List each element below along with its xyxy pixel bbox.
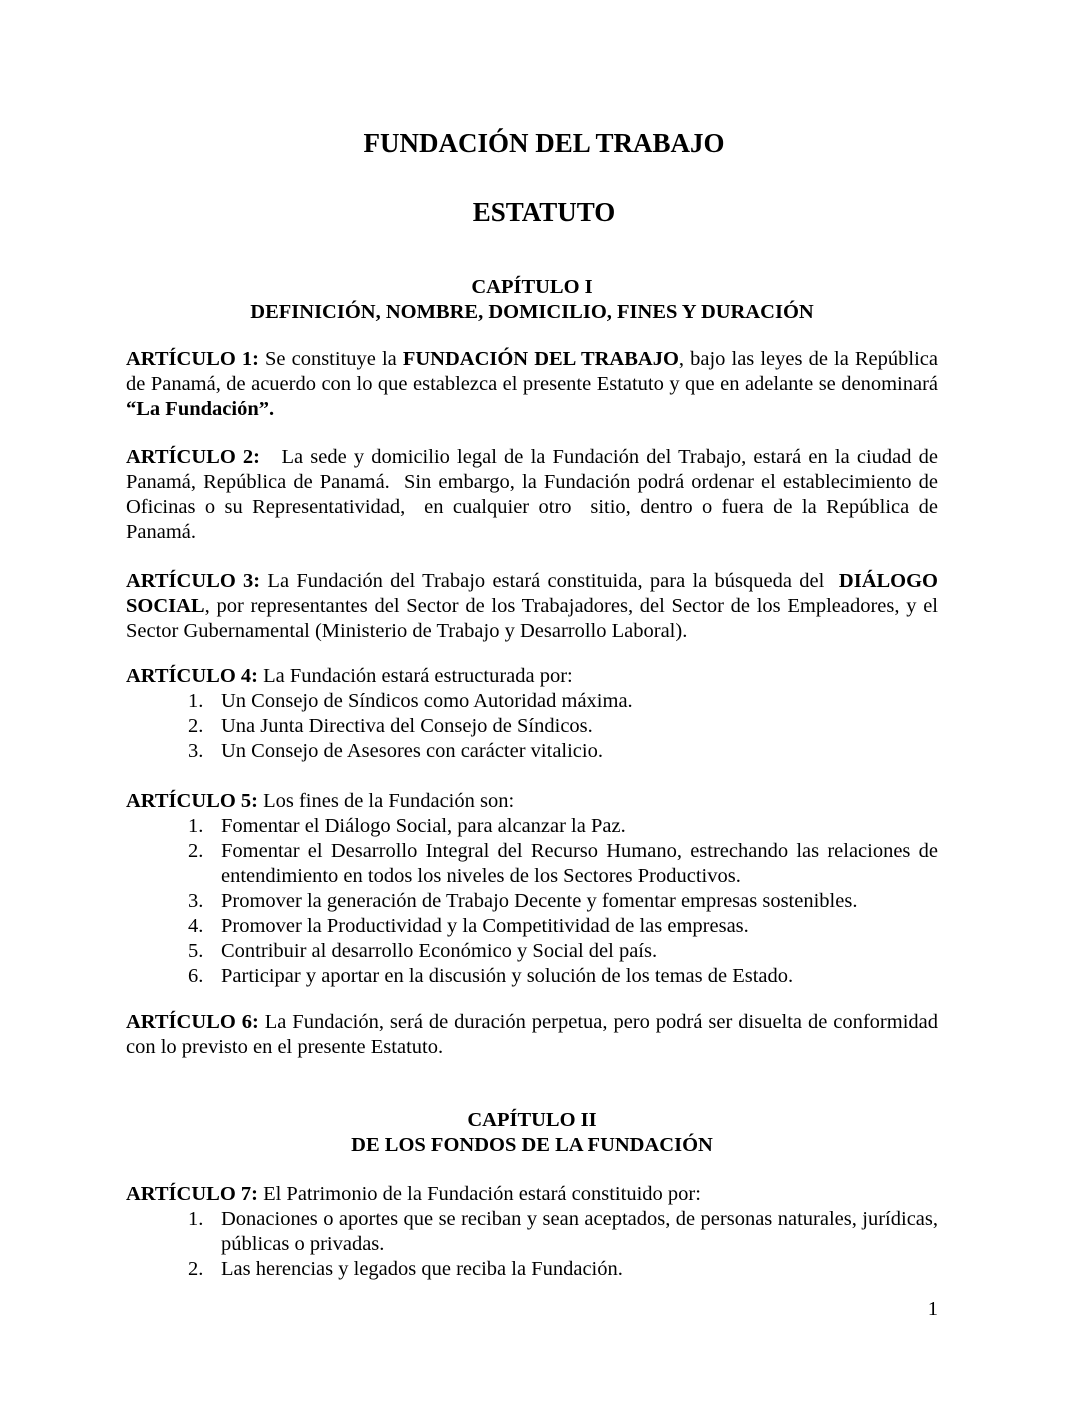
article-2: [126, 445, 944, 545]
chapter-1-name: DEFINICIÓN, NOMBRE, DOMICILIO, FINES Y DURACIÓN: [250, 301, 814, 323]
list-item-number: 4.: [188, 915, 204, 937]
list-item-text: Donaciones o aportes que se reciban y sean aceptados, de personas naturales, jurídicas, públicas o privadas.: [221, 1208, 938, 1255]
list-item-number: 2.: [188, 840, 204, 862]
article-3-text-b: , por representantes del Sector de los Trabajadores, del Sector de los Empleadores, y el Sector Gubernamental (Ministerio de Trabajo y Desarrollo Laboral).: [126, 595, 938, 642]
list-item-text: Fomentar el Diálogo Social, para alcanzar la Paz.: [221, 815, 626, 837]
article-1-bold-b: “La Fundación”.: [126, 398, 275, 420]
list-item-number: 2.: [188, 1258, 204, 1280]
list-item: [126, 739, 938, 764]
article-2-text: La sede y domicilio legal de la Fundación del Trabajo, estará en la ciudad de Panamá, República de Panamá. Sin embargo, la Fundación podrá ordenar el establecimiento de Oficinas o su Representatividad, en cualquier otro sitio, dentro o fuera de la República de Panamá.: [126, 446, 944, 543]
list-item-number: 2.: [188, 715, 204, 737]
article-1-label: ARTÍCULO 1:: [126, 348, 259, 370]
page-number: 1: [927, 1298, 938, 1320]
list-item: [126, 914, 938, 939]
article-1-bold-a: FUNDACIÓN DEL TRABAJO: [402, 348, 679, 370]
article-7-label: ARTÍCULO 7:: [126, 1183, 258, 1205]
list-item: [126, 714, 938, 739]
article-4-label: ARTÍCULO 4:: [126, 665, 258, 687]
list-item-number: 1.: [188, 815, 204, 837]
article-6: [126, 1010, 938, 1060]
list-item-number: 5.: [188, 940, 204, 962]
document-title: FUNDACIÓN DEL TRABAJO: [363, 128, 725, 158]
list-item-text: Una Junta Directiva del Consejo de Síndicos.: [221, 715, 593, 737]
list-item: [126, 1207, 938, 1257]
article-3-bold-a: DIÁLOGO SOCIAL: [126, 570, 939, 617]
article-3-text-a: La Fundación del Trabajo estará constituida, para la búsqueda del: [260, 570, 839, 592]
list-item-text: Promover la Productividad y la Competitividad de las empresas.: [221, 915, 749, 937]
chapter-2-header: [126, 1108, 938, 1158]
list-item-text: Contribuir al desarrollo Económico y Social del país.: [221, 940, 658, 962]
article-7-list: [126, 1207, 938, 1282]
article-6-label: ARTÍCULO 6:: [126, 1011, 259, 1033]
list-item: [126, 839, 938, 889]
article-7: [126, 1182, 938, 1282]
document-subtitle: ESTATUTO: [472, 197, 616, 227]
list-item: [126, 889, 938, 914]
chapter-1-header: [126, 275, 938, 325]
list-item-text: Las herencias y legados que reciba la Fundación.: [221, 1258, 623, 1280]
list-item-number: 3.: [188, 890, 204, 912]
article-6-text: La Fundación, será de duración perpetua, pero podrá ser disuelta de conformidad con lo previsto en el presente Estatuto.: [126, 1011, 939, 1058]
list-item-text: Un Consejo de Síndicos como Autoridad máxima.: [221, 690, 633, 712]
chapter-2-name: DE LOS FONDOS DE LA FUNDACIÓN: [351, 1134, 713, 1156]
article-4-list: [126, 689, 938, 764]
article-5-label: ARTÍCULO 5:: [126, 790, 258, 812]
article-5-list: [126, 814, 938, 989]
list-item: [126, 964, 938, 989]
list-item: [126, 814, 938, 839]
list-item-text: Participar y aportar en la discusión y solución de los temas de Estado.: [221, 965, 794, 987]
list-item-number: 1.: [188, 690, 204, 712]
list-item: [126, 689, 938, 714]
list-item-number: 6.: [188, 965, 204, 987]
list-item: [126, 939, 938, 964]
article-2-label: ARTÍCULO 2:: [126, 446, 261, 468]
chapter-2-heading: CAPÍTULO II: [467, 1109, 597, 1131]
list-item-text: Fomentar el Desarrollo Integral del Recurso Humano, estrechando las relaciones de entendimiento en todos los niveles de los Sectores Productivos.: [221, 840, 938, 887]
article-7-text: El Patrimonio de la Fundación estará constituido por:: [257, 1183, 701, 1205]
article-1-text-a: Se constituye la: [258, 348, 403, 370]
article-3-label: ARTÍCULO 3:: [126, 570, 261, 592]
article-4: [126, 664, 938, 764]
list-item-number: 1.: [188, 1208, 204, 1230]
article-4-text: La Fundación estará estructurada por:: [257, 665, 573, 687]
list-item-number: 3.: [188, 740, 204, 762]
article-5-text: Los fines de la Fundación son:: [257, 790, 515, 812]
chapter-1-heading: CAPÍTULO I: [471, 276, 593, 298]
article-1: [126, 347, 938, 422]
list-item-text: Promover la generación de Trabajo Decente y fomentar empresas sostenibles.: [221, 890, 858, 912]
article-3: [126, 569, 938, 644]
article-1-text-b: , bajo las leyes de la República de Panamá, de acuerdo con lo que establezca el presente Estatuto y que en adelante se denominará: [126, 348, 938, 395]
article-5: [126, 789, 938, 989]
list-item: [126, 1257, 938, 1282]
list-item-text: Un Consejo de Asesores con carácter vitalicio.: [221, 740, 603, 762]
